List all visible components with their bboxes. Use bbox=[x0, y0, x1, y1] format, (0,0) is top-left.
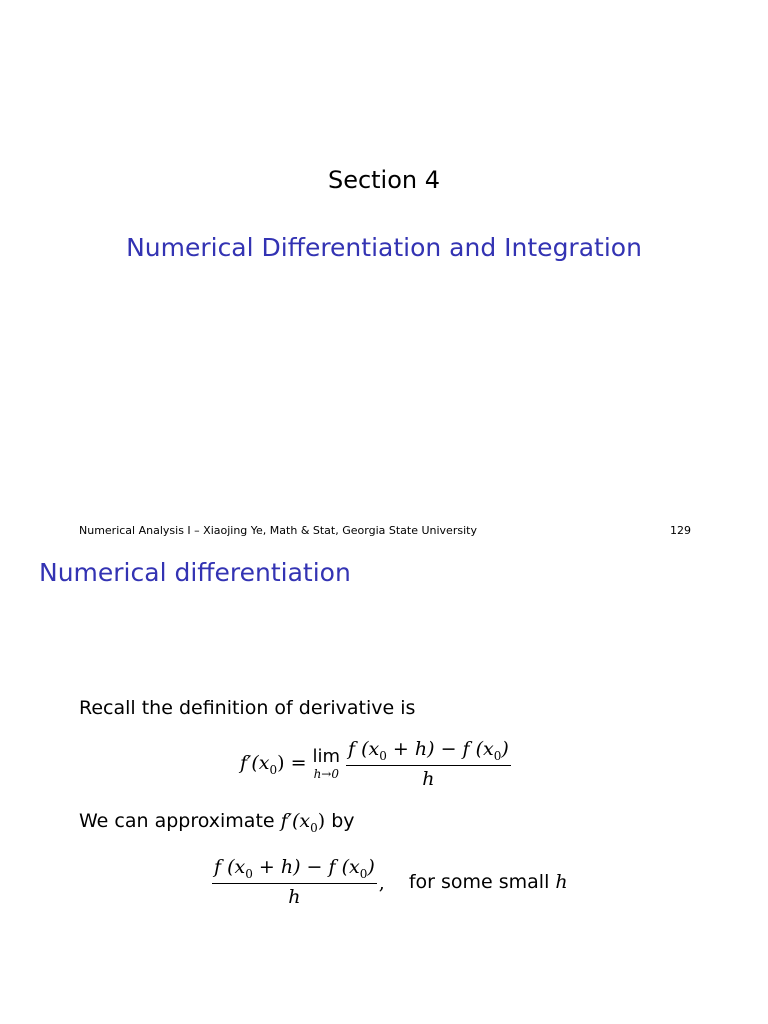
derivative-definition-equation bbox=[240, 738, 511, 790]
section-title: Numerical Differentiation and Integration bbox=[126, 233, 642, 262]
eq2-fraction: $\frac{f (x_0 + h) - f (x_0)}{h}$ bbox=[214, 856, 375, 908]
approximation-equation: $\frac{f (x_0 + h) - f (x_0)}{h}$ , for some small h bbox=[214, 856, 568, 908]
recall-text: Recall the definition of derivative is bbox=[79, 697, 416, 719]
footer-text: Numerical Analysis I – Xiaojing Ye, Math & Stat, Georgia State University bbox=[79, 524, 477, 537]
page-number: 129 bbox=[670, 524, 691, 537]
small-h-text: for some small h bbox=[408, 870, 568, 893]
section-label: Section 4 bbox=[327, 166, 441, 194]
eq1-fraction: $\frac{f (x_0 + h) - f (x_0)}{h}$ bbox=[348, 738, 509, 790]
content-slide bbox=[0, 548, 768, 1024]
approx-line: We can approximate $f'(x_0)$ by bbox=[79, 810, 355, 835]
limit-operator: lim h→0 bbox=[312, 745, 341, 781]
frame-title: Numerical differentiation bbox=[39, 558, 351, 587]
eq1-lhs: $f'(x_0)$ = bbox=[240, 751, 307, 777]
